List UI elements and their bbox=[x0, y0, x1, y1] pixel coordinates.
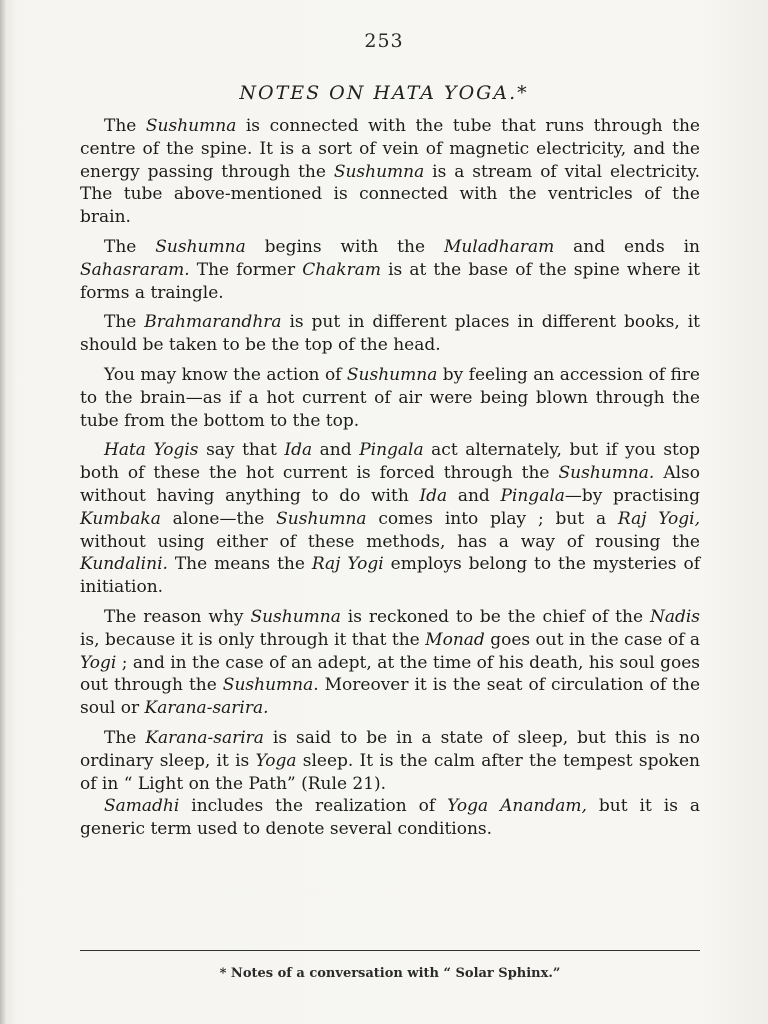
italic-term: Muladharam bbox=[443, 236, 555, 257]
paragraph bbox=[80, 364, 700, 432]
italic-term: Monad bbox=[425, 629, 485, 650]
italic-term: Sushumna bbox=[250, 606, 341, 627]
page-title: NOTES ON HATA YOGA.* bbox=[239, 82, 529, 104]
italic-term: Raj Yogi bbox=[311, 554, 384, 575]
body-text bbox=[80, 115, 700, 848]
text-run: sleep. It is the calm after the tempest spoken of in “ Light on the Path” (Rule 21). bbox=[80, 750, 700, 794]
italic-term: Sushumna bbox=[145, 116, 237, 136]
text-run: is connected with the tube that runs through the centre of the spine. It is a sort of vein of magnetic electricity, and the energy passing through the bbox=[80, 116, 700, 182]
italic-term: Kundalini. bbox=[80, 554, 168, 575]
italic-term: Brahmarandhra bbox=[144, 312, 282, 333]
paragraph bbox=[80, 236, 700, 304]
text-run: alone—the bbox=[160, 508, 277, 529]
text-run: act alternately, but if you stop both of these the hot current is forced through the bbox=[80, 440, 701, 484]
text-run: The reason why bbox=[104, 606, 251, 627]
text-run: ; and in the case of an adept, at the time of his death, his soul goes out through the bbox=[80, 652, 700, 696]
italic-term: Ida bbox=[284, 440, 313, 461]
text-run: begins with the bbox=[245, 236, 444, 257]
text-run: but it is a generic term used to denote several conditions. bbox=[80, 796, 701, 840]
text-run: is reckoned to be the chief of the bbox=[340, 606, 650, 627]
text-run: say that bbox=[198, 440, 285, 461]
text-run: employs belong to the mysteries of initiation. bbox=[80, 554, 700, 598]
italic-term: Sushumna. bbox=[558, 463, 655, 484]
text-run: by feeling an accession of fire to the brain—as if a hot current of air were being blown through the tube from the bottom to the top. bbox=[80, 364, 700, 431]
italic-term: Ida bbox=[419, 485, 448, 506]
text-run: and bbox=[447, 485, 501, 506]
footnote-rule bbox=[80, 950, 700, 951]
text-run: The bbox=[104, 116, 146, 136]
text-run: The means the bbox=[167, 554, 312, 575]
text-run: The bbox=[104, 312, 145, 333]
italic-term: Yoga Anandam, bbox=[447, 796, 587, 817]
paragraph bbox=[80, 795, 700, 841]
text-run: without using either of these methods, has a way of rousing the bbox=[80, 531, 700, 552]
text-run: The former bbox=[189, 259, 303, 280]
text-run: The bbox=[104, 236, 156, 257]
paragraph bbox=[80, 727, 700, 795]
page-spine-edge bbox=[0, 0, 6, 1024]
italic-term: Samadhi bbox=[104, 796, 180, 817]
text-run: Also without having anything to do with bbox=[80, 463, 700, 506]
paragraph bbox=[80, 115, 700, 229]
italic-term: Pingala bbox=[500, 485, 565, 506]
italic-term: Karana-sarira bbox=[145, 727, 264, 748]
text-run: and ends in bbox=[554, 236, 700, 257]
footnote: * Notes of a conversation with “ Solar Sphinx.” bbox=[219, 966, 561, 981]
text-run: is, because it is only through it that the bbox=[80, 629, 426, 650]
italic-term: Sushumna bbox=[333, 161, 425, 182]
italic-term: Yoga bbox=[255, 750, 297, 771]
italic-term: Sushumna bbox=[155, 236, 246, 257]
italic-term: Sushumna. bbox=[222, 675, 319, 696]
page-number: 253 bbox=[364, 30, 404, 52]
italic-term: Kumbaka bbox=[80, 508, 161, 529]
text-run: —by practising bbox=[564, 485, 700, 506]
paragraph bbox=[80, 311, 700, 357]
text-run: is at the base of the spine where it forms a traingle. bbox=[80, 259, 700, 303]
paragraph bbox=[80, 606, 700, 720]
italic-term: Pingala bbox=[359, 440, 424, 461]
italic-term: Raj Yogi, bbox=[617, 508, 701, 529]
italic-term: Chakram bbox=[302, 259, 381, 280]
text-run: is said to be in a state of sleep, but this is no ordinary sleep, it is bbox=[80, 727, 700, 771]
text-run: comes into play ; but a bbox=[366, 508, 618, 529]
text-run: Moreover it is the seat of circulation of the soul or bbox=[80, 675, 700, 719]
italic-term: Hata Yogis bbox=[104, 440, 199, 461]
paragraph bbox=[80, 439, 700, 599]
text-run: and bbox=[312, 440, 360, 461]
italic-term: Sahasraram. bbox=[80, 259, 190, 280]
text-run: is put in different places in different books, it should be taken to be the top of the head. bbox=[80, 312, 700, 356]
text-run: includes the realization of bbox=[179, 796, 448, 817]
italic-term: Yogi bbox=[80, 652, 117, 673]
text-run: goes out in the case of a bbox=[484, 629, 701, 650]
italic-term: Sushumna bbox=[276, 508, 367, 529]
italic-term: Karana-sarira. bbox=[144, 698, 269, 719]
text-run: is a stream of vital electricity. The tube above-mentioned is connected with the ventricles of the brain. bbox=[80, 161, 700, 228]
text-run: You may know the action of bbox=[104, 364, 347, 385]
italic-term: Nadis bbox=[649, 606, 700, 627]
italic-term: Sushumna bbox=[346, 364, 438, 385]
text-run: The bbox=[104, 727, 146, 748]
